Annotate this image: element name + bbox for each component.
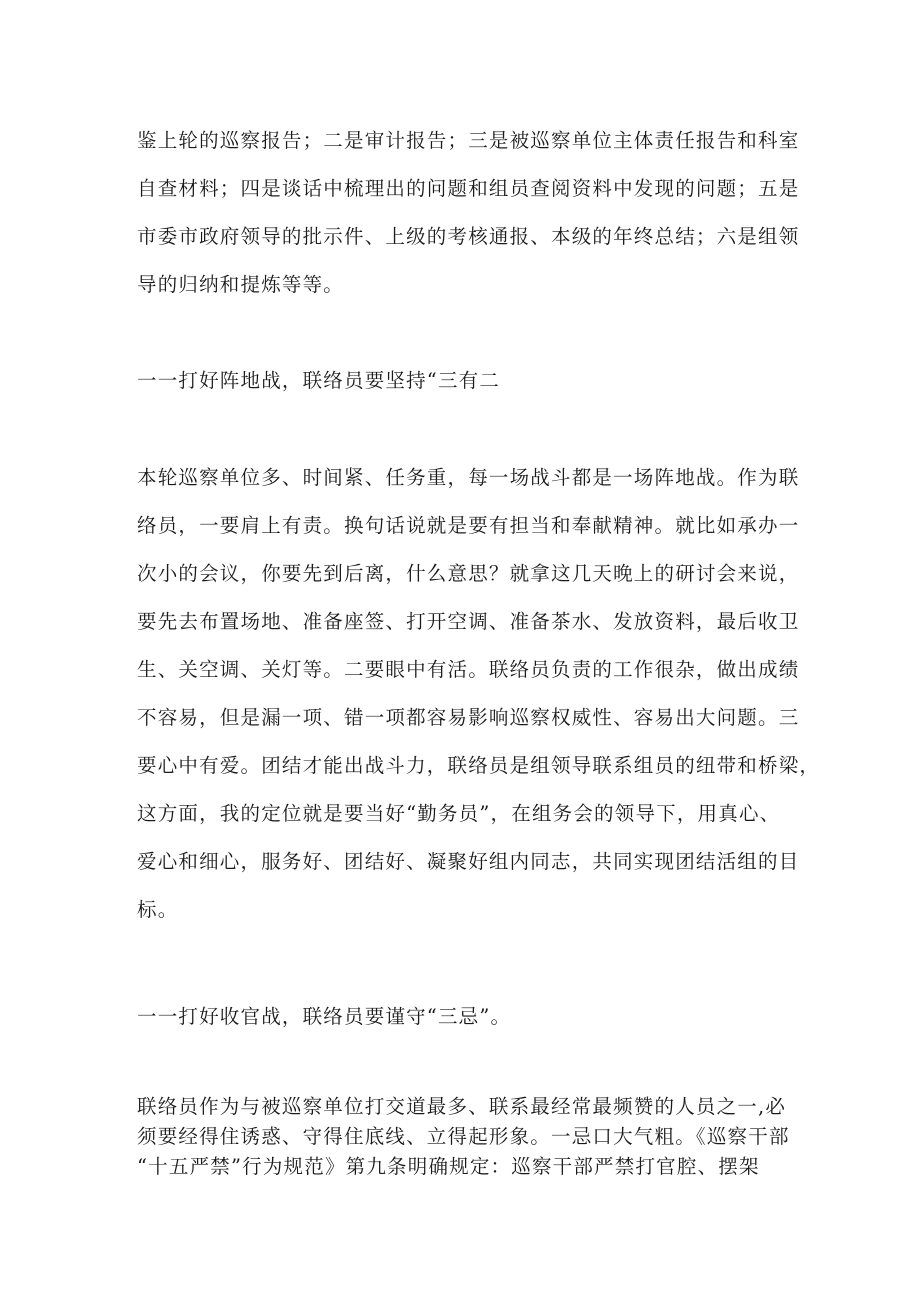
text-line: 自查材料；四是谈话中梳理出的问题和组员查阅资料中发现的问题；五是 <box>137 177 800 200</box>
section-heading-final-battle <box>137 993 511 1041</box>
text-line: 市委市政府领导的批示件、上级的考核通报、本级的年终总结；六是组领 <box>137 225 800 248</box>
text-line: 次小的会议，你要先到后离，什么意思？就拿这几天晚上的研讨会来说， <box>137 562 800 585</box>
text-line: “十五严禁”行为规范》第九条明确规定：巡察干部严禁打官腔、摆架 <box>137 1155 760 1178</box>
text-line: 标。 <box>137 898 179 921</box>
text-line: 导的归纳和提炼等等。 <box>137 273 345 296</box>
heading-text: 一一打好收官战，联络员要谨守“三忌”。 <box>137 1005 512 1028</box>
text-line: 本轮巡察单位多、时间紧、任务重，每一场战斗都是一场阵地战。作为联 <box>137 466 800 489</box>
text-line: 爱心和细心，服务好、团结好、凝聚好组内同志，共同实现团结活组的目 <box>137 850 800 873</box>
text-line: 不容易，但是漏一项、错一项都容易影响巡察权威性、容易出大问题。三 <box>137 706 800 729</box>
text-line: 要心中有爱。团结才能出战斗力，联络员是组领导联系组员的纽带和桥梁， <box>137 754 821 777</box>
text-line: 鉴上轮的巡察报告；二是审计报告；三是被巡察单位主体责任报告和科室 <box>137 129 800 152</box>
heading-text: 一一打好阵地战，联络员要坚持“三有二 <box>137 369 501 392</box>
text-line: 这方面，我的定位就是要当好“勤务员”，在组务会的领导下，用真心、 <box>137 802 781 825</box>
paragraph-final-battle <box>137 1092 790 1182</box>
text-line: 须要经得住诱惑、守得住底线、立得起形象。一忌口大气粗。《巡察干部 <box>137 1125 790 1148</box>
paragraph-sources <box>137 117 799 309</box>
text-line: 络员，一要肩上有责。换句话说就是要有担当和奉献精神。就比如承办一 <box>137 514 800 537</box>
text-line: 联络员作为与被巡察单位打交道最多、联系最经常最频赞的人员之一,必 <box>137 1095 787 1118</box>
section-heading-positional-battle <box>137 357 500 405</box>
text-line: 生、关空调、关灯等。二要眼中有活。联络员负责的工作很杂，做出成绩 <box>137 658 800 681</box>
paragraph-positional-battle <box>137 454 820 934</box>
text-line: 要先去布置场地、准备座签、打开空调、准备茶水、发放资料，最后收卫 <box>137 610 800 633</box>
